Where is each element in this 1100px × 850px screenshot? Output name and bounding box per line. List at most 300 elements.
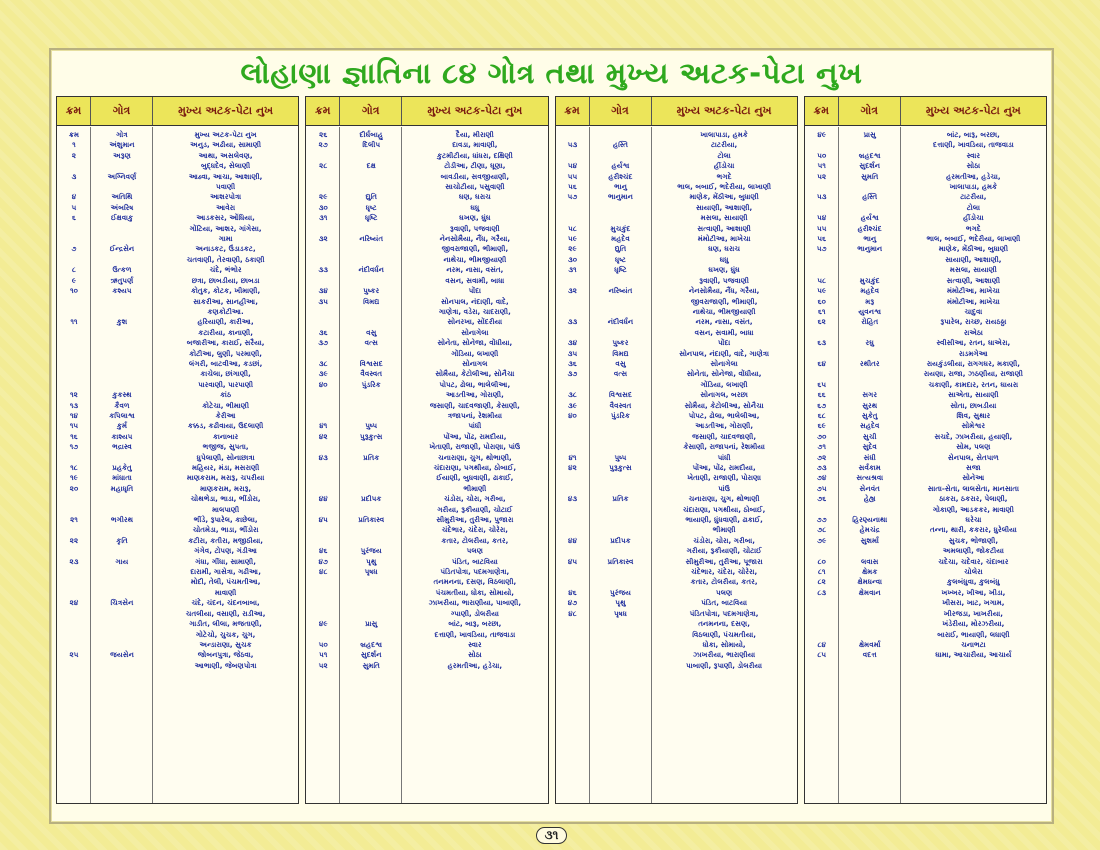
table-row xyxy=(306,234,547,244)
table-row xyxy=(57,276,298,286)
row-number xyxy=(306,525,340,535)
row-number xyxy=(556,650,590,660)
row-surnames: દાવડા, માવાણી, xyxy=(452,140,498,150)
table-row xyxy=(306,224,547,234)
row-gotra xyxy=(590,203,652,213)
row-surnames: ચંદારાણા, પગથીયા, ઠોબાઈ, xyxy=(433,463,517,472)
row-number xyxy=(57,661,91,671)
row-gotra: વિમદ્ય xyxy=(363,296,380,306)
table-row xyxy=(556,130,797,140)
row-gotra: પુરૂકુત્સ xyxy=(360,431,383,441)
table-header xyxy=(306,97,547,126)
table-row xyxy=(805,390,1046,400)
table-row xyxy=(805,338,1046,348)
table-row xyxy=(57,598,298,608)
row-surnames: જોબનપુત્રા, જેઠવા, xyxy=(197,650,254,660)
row-surnames: સાયાણી, આશાણી, xyxy=(945,254,1002,264)
row-gotra xyxy=(340,317,402,327)
table-row xyxy=(556,359,797,369)
row-surnames: ઘણ, ઘરાચ xyxy=(458,192,491,202)
table-row xyxy=(306,630,547,640)
row-gotra xyxy=(91,161,153,171)
row-surnames: અનુડ, અઢીયા, સામાણી xyxy=(190,140,262,150)
row-surnames: પાંધી xyxy=(468,421,482,431)
row-gotra xyxy=(590,505,652,515)
row-number: ૨ xyxy=(71,150,77,160)
row-gotra xyxy=(839,265,901,275)
table-row xyxy=(556,619,797,629)
row-gotra: પુષ્પ xyxy=(614,452,627,462)
row-surnames: ધુપેલાણી, સોનાછાત્રા xyxy=(196,452,255,462)
row-surnames: ચદેચા, ચદેવાર, ચંદાબાર xyxy=(938,556,1009,566)
row-number xyxy=(57,640,91,650)
table-row xyxy=(306,328,547,338)
row-gotra xyxy=(590,567,652,577)
row-surnames: ટાટરીયા, xyxy=(710,140,738,150)
row-gotra: ભાનુમાન xyxy=(857,244,883,254)
table-row xyxy=(805,453,1046,463)
table-row xyxy=(556,390,797,400)
row-surnames: કેસાણી, રાજાપનાં, રેશમીયા xyxy=(683,442,765,452)
table-row xyxy=(805,276,1046,286)
row-number: ૬૮ xyxy=(817,410,826,420)
row-number xyxy=(556,505,590,515)
row-surnames: ગરીયા, રૂકીયાણી, ચોટાઈ xyxy=(686,546,762,556)
table-panel-1 xyxy=(56,96,299,804)
table-row xyxy=(57,369,298,379)
row-number xyxy=(306,609,340,619)
row-surnames: હરિયાણી, કારીઆ, xyxy=(197,317,254,327)
row-surnames: ભીમાણી xyxy=(463,483,487,493)
row-surnames: ખાલાપાડા, હમકે xyxy=(949,182,998,192)
row-gotra xyxy=(839,369,901,379)
row-number xyxy=(306,598,340,608)
row-surnames: ભીમાણી xyxy=(712,525,736,535)
row-gotra xyxy=(590,630,652,640)
table-row xyxy=(57,453,298,463)
row-gotra xyxy=(91,234,153,244)
row-number: ૮૦ xyxy=(817,556,826,566)
row-surnames: માલપાણી xyxy=(212,504,240,514)
row-surnames: ઠાકરા, ઠકરાર, પેલાણી, xyxy=(939,494,1008,504)
row-gotra xyxy=(340,182,402,192)
table-row xyxy=(556,640,797,650)
row-surnames: મંમોટીઆ, માખેચા xyxy=(697,234,751,244)
row-number: ૨૯ xyxy=(319,192,328,202)
row-gotra xyxy=(91,661,153,671)
row-surnames: સોમૈયા, કેટોલીઆ, સોનૈચા xyxy=(684,400,764,410)
table-row xyxy=(306,505,547,515)
row-gotra xyxy=(340,484,402,494)
table-rows xyxy=(306,130,547,671)
row-gotra: માંધાતા xyxy=(112,473,132,483)
row-surnames: પારવાણી, પારપાણી xyxy=(198,379,254,389)
row-surnames: લંગરી, બાટવીઆ, કડછાં, xyxy=(188,358,263,368)
row-gotra xyxy=(91,380,153,390)
table-row xyxy=(306,525,547,535)
row-surnames: ગાણેત્રા, વડેરા, ચાદરાણી, xyxy=(438,306,511,316)
row-number: ૬૨ xyxy=(817,317,826,327)
row-gotra xyxy=(91,369,153,379)
row-surnames: મંમોટીઆ, માખેચા xyxy=(946,286,1000,296)
row-number xyxy=(57,567,91,577)
row-number: ૫૨ xyxy=(817,171,827,181)
table-header xyxy=(805,97,1046,126)
row-gotra xyxy=(340,505,402,515)
table-row xyxy=(556,213,797,223)
row-surnames: સુચક, ભોજાણી, xyxy=(948,535,999,545)
row-number: ૬૬ xyxy=(817,390,826,400)
table-row xyxy=(556,286,797,296)
row-gotra xyxy=(340,224,402,234)
row-gotra: પ્રદીપક xyxy=(361,494,382,504)
row-number: ક્રમ xyxy=(68,130,80,139)
row-surnames: સોનાગલ, બરછા xyxy=(700,390,748,400)
row-surnames: સાયાણી, આશાણી, xyxy=(695,202,753,212)
row-surnames: કતાર, ટોલરીયા, કતર, xyxy=(441,535,509,545)
row-surnames: ચંદે, ભંભોર xyxy=(209,265,242,275)
row-number: ૩૨ xyxy=(567,286,577,296)
row-number: ૫૯ xyxy=(817,286,827,296)
row-surnames: તનમનના, દસણ, xyxy=(698,619,750,629)
row-surnames: બાવડીયા, સવજીયાણી, xyxy=(440,171,510,181)
row-number xyxy=(556,432,590,442)
table-row xyxy=(57,244,298,254)
row-surnames: સોનપાલ, નંદાણી, વાદે, xyxy=(441,296,509,306)
row-number: ૧૯ xyxy=(70,473,78,483)
row-gotra xyxy=(839,619,901,629)
row-gotra: હિરણ્યનાથા xyxy=(852,515,888,525)
table-row xyxy=(556,421,797,431)
row-gotra xyxy=(839,140,901,150)
row-number: ૧૭ xyxy=(69,442,79,452)
row-surnames: ટોલા xyxy=(717,150,731,160)
row-gotra: ભગીરથ xyxy=(110,515,134,525)
row-surnames: ધોકા, સોમાયો, xyxy=(702,639,746,649)
row-number: ૮ xyxy=(72,265,76,275)
table-row xyxy=(306,192,547,202)
row-gotra xyxy=(91,224,153,234)
row-surnames: ચંડોરા, ચોરા, ગરીબા, xyxy=(444,494,506,504)
row-surnames: કટીરા, કતીરા, મજીઠીયા, xyxy=(188,535,264,545)
row-surnames: સ્વાર xyxy=(468,639,482,649)
table-row xyxy=(306,380,547,390)
table-row xyxy=(57,317,298,327)
row-surnames: પોપટ, ઢોલા, ભાલેલીઆ, xyxy=(688,410,760,420)
table-row xyxy=(57,463,298,473)
row-surnames: પંડિતપોત્રા, પદમગાણેત્રા, xyxy=(440,567,510,577)
row-number xyxy=(556,203,590,213)
table-row xyxy=(805,463,1046,473)
row-number: ૮૫ xyxy=(817,650,827,660)
row-surnames: દત્તાણી, ખાવડિયા, તાજવાડા xyxy=(933,140,1014,150)
row-number xyxy=(57,505,91,515)
table-row xyxy=(306,640,547,650)
table-row xyxy=(805,161,1046,171)
row-gotra: ચિત્રસેન xyxy=(110,598,134,608)
row-surnames: નેનસોમૈયા, નૈંધ, ગરૈયા, xyxy=(439,234,511,244)
row-surnames: ચોથભેડા, ભાડા, ભીંડોરા, xyxy=(190,494,261,504)
table-row xyxy=(306,619,547,629)
row-number: ૫૫ xyxy=(567,171,578,181)
header-gotra: ગોત્ર xyxy=(91,97,153,125)
row-gotra: હેમચંદ્ર xyxy=(859,525,880,535)
row-number xyxy=(306,473,340,483)
table-row xyxy=(556,161,797,171)
row-number xyxy=(306,401,340,411)
table-row xyxy=(805,213,1046,223)
table-row xyxy=(57,224,298,234)
row-number xyxy=(556,484,590,494)
row-gotra: ગોત્ર xyxy=(116,130,128,139)
row-gotra xyxy=(340,411,402,421)
row-number: ૧૧ xyxy=(70,317,78,327)
row-gotra: પ્રાસુ xyxy=(365,619,378,629)
row-surnames: સચદે, ઝાખરીયા, હયાણી, xyxy=(934,431,1013,441)
row-gotra: સહદેવ xyxy=(860,421,880,431)
row-surnames: બારાઈ, ભાયાણી, લધાણી xyxy=(937,629,1010,639)
row-gotra xyxy=(590,619,652,629)
table-row xyxy=(57,588,298,598)
row-gotra: પૃથુ xyxy=(366,556,377,566)
row-number xyxy=(306,442,340,452)
row-surnames: સોમેશ્વર xyxy=(961,421,986,431)
row-number: ૫૬ xyxy=(817,234,827,244)
table-row xyxy=(805,130,1046,140)
row-surnames: ગામા xyxy=(218,234,233,244)
row-number xyxy=(57,380,91,390)
row-number xyxy=(556,619,590,629)
row-number: ૫૭ xyxy=(567,192,578,202)
row-gotra xyxy=(839,630,901,640)
table-row xyxy=(306,307,547,317)
row-surnames: સત્વાણી, આશાણી xyxy=(946,275,1001,285)
row-number xyxy=(57,546,91,556)
row-surnames: વિઠલાણી, પંચમતીયા, xyxy=(692,629,756,639)
table-row xyxy=(306,130,547,140)
table-row xyxy=(805,297,1046,307)
row-gotra: સગર xyxy=(862,390,878,400)
table-row xyxy=(556,546,797,556)
row-number xyxy=(556,130,590,140)
row-gotra xyxy=(91,630,153,640)
row-gotra: અંબરિષ xyxy=(110,202,134,212)
row-number xyxy=(556,546,590,556)
row-number: ૩૬ xyxy=(568,358,577,368)
row-number: ૬૪ xyxy=(817,358,826,368)
row-gotra: મહાધૃતિ xyxy=(110,483,134,493)
table-row xyxy=(57,203,298,213)
table-row xyxy=(57,130,298,140)
row-number xyxy=(556,515,590,525)
table-row xyxy=(556,473,797,483)
table-row xyxy=(556,630,797,640)
row-surnames: માણેક, મેંઠીઆ, બુધાણી xyxy=(938,244,1009,254)
table-row xyxy=(805,536,1046,546)
row-surnames: મોદી, તેલી, પંચમતીઆ, xyxy=(190,577,261,587)
row-surnames: ચંદે, ચંદન, ચંદનબાબા, xyxy=(191,598,260,608)
row-gotra xyxy=(340,401,402,411)
row-number xyxy=(57,328,91,338)
table-row xyxy=(306,151,547,161)
table-row xyxy=(556,182,797,192)
row-gotra: પૃષધ xyxy=(614,608,627,618)
row-number: ૬૯ xyxy=(817,421,826,431)
row-surnames: કાચેલા, છાંગાણી, xyxy=(200,369,251,379)
header-gotra: ગોત્ર xyxy=(839,97,901,125)
row-gotra xyxy=(340,442,402,452)
table-row xyxy=(57,442,298,452)
row-gotra xyxy=(590,525,652,535)
row-number: ૬૫ xyxy=(817,379,827,389)
row-gotra: સુરથ xyxy=(862,400,878,410)
row-number xyxy=(805,609,839,619)
row-gotra: વૈવસ્વત xyxy=(609,400,632,410)
table-panel-4 xyxy=(804,96,1047,804)
table-row xyxy=(306,297,547,307)
row-number xyxy=(57,359,91,369)
table-row xyxy=(556,411,797,421)
row-gotra: રથીતર xyxy=(859,358,880,368)
row-gotra xyxy=(590,515,652,525)
table-row xyxy=(57,401,298,411)
row-surnames: બાંટ, બારૂ, બરછા, xyxy=(946,130,1000,139)
row-surnames: ગરીયા, રૂકીયાણી, ચોટાઈ xyxy=(437,504,513,514)
row-surnames: કેરીઆ xyxy=(215,410,236,420)
row-number: ૭૦ xyxy=(817,431,827,441)
row-gotra xyxy=(590,297,652,307)
row-gotra xyxy=(91,359,153,369)
row-gotra xyxy=(839,255,901,265)
row-gotra: પ્રહકેતુ xyxy=(112,463,132,472)
table-row xyxy=(57,380,298,390)
table-row xyxy=(805,328,1046,338)
table-row xyxy=(556,453,797,463)
row-number xyxy=(57,588,91,598)
row-number: ૩૭ xyxy=(567,369,578,379)
row-number: ૪૧ xyxy=(319,421,328,431)
row-number: ૧૫ xyxy=(69,421,79,431)
row-gotra: પુષ્કર xyxy=(612,338,629,348)
table-row xyxy=(306,661,547,671)
table-row xyxy=(805,557,1046,567)
row-number xyxy=(57,255,91,265)
row-number xyxy=(306,588,340,598)
table-row xyxy=(57,161,298,171)
row-number: ૮૩ xyxy=(817,587,827,597)
row-number xyxy=(556,421,590,431)
row-number: ૫૦ xyxy=(817,150,827,160)
row-surnames: અન્ડારાણા, સુચક xyxy=(199,639,252,649)
row-number: ૪૧ xyxy=(568,452,577,462)
row-gotra: હસ્તિ xyxy=(862,192,878,202)
row-surnames: ખેતાણી, રાજાણી, પોરાણા xyxy=(687,473,762,483)
header-num: ક્રમ xyxy=(805,97,839,125)
row-gotra: વસુ xyxy=(366,327,377,337)
row-number xyxy=(57,307,91,317)
row-number xyxy=(57,297,91,307)
row-surnames: ટોલા xyxy=(966,202,980,212)
row-surnames: આથા, અસલેવણ, xyxy=(198,150,253,160)
row-surnames: આવેરા xyxy=(216,202,236,212)
table-row xyxy=(556,463,797,473)
table-row xyxy=(805,172,1046,182)
table-row xyxy=(57,338,298,348)
table-row xyxy=(805,484,1046,494)
row-gotra: અગ્નિવર્ણ xyxy=(107,171,137,181)
row-gotra: વૈવસ્વત xyxy=(360,369,383,379)
table-row xyxy=(556,557,797,567)
row-number: ૩૩ xyxy=(318,265,329,275)
row-surnames: ચંડોરા, ચોરા, ગરીબા, xyxy=(693,535,755,545)
row-gotra xyxy=(91,577,153,587)
table-row xyxy=(57,172,298,182)
row-number xyxy=(306,317,340,327)
row-surnames: ઘરેચા xyxy=(965,515,982,525)
row-surnames: કુલબંધુવા, કુલબંધુ xyxy=(947,577,1000,587)
table-panel-3 xyxy=(555,96,798,804)
table-row xyxy=(306,567,547,577)
row-surnames: બજારીઆ, કારાઈ, સરૈયા, xyxy=(186,338,265,348)
row-gotra: ક્ષેમક xyxy=(862,567,878,577)
row-surnames: તન્ના, થારી, કકરાર, ધુરેલીયા xyxy=(930,525,1017,535)
row-gotra: રઘુ xyxy=(865,338,874,348)
row-number: ૧ xyxy=(72,140,76,150)
row-gotra: પુરંજય xyxy=(609,587,632,597)
table-row xyxy=(556,525,797,535)
row-number: ૫૮ xyxy=(817,275,827,285)
row-gotra: વિમદ્ય xyxy=(612,348,629,358)
row-surnames: મસલા, સાયાણી xyxy=(700,213,748,223)
row-gotra xyxy=(590,328,652,338)
row-number: ૭૩ xyxy=(816,463,827,472)
row-surnames: ખેતાણી, રાજાણી, પોરાણા, પાંઉ xyxy=(429,442,521,452)
row-number xyxy=(306,577,340,587)
row-gotra xyxy=(590,650,652,660)
row-surnames: સજા xyxy=(966,463,981,472)
row-number: ૩ xyxy=(71,171,77,181)
row-surnames: ખીરજડા, ખાખરીયા, xyxy=(943,608,1003,618)
table-row xyxy=(805,380,1046,390)
row-number: ૬૩ xyxy=(817,338,827,348)
row-surnames: ટોડીઆ, ટીણા, ઘૂણા, xyxy=(444,161,506,171)
row-surnames: કાનાબાર xyxy=(213,431,239,441)
header-surnames: મુખ્ય અટક-પેટા નુખ xyxy=(427,104,523,117)
row-surnames: કોટીઆ, લુણી, પરમાણી, xyxy=(189,348,262,358)
table-row xyxy=(805,505,1046,515)
row-number: ૭૬ xyxy=(817,494,827,504)
row-surnames: પલણ xyxy=(466,546,484,556)
table-row xyxy=(306,203,547,213)
row-number: ૩૯ xyxy=(318,369,328,379)
row-gotra: ભદ્રાસ્વ xyxy=(112,442,132,452)
table-row xyxy=(805,588,1046,598)
row-gotra: પ્રાસુ xyxy=(863,130,876,139)
row-gotra: મરૂ xyxy=(865,296,875,306)
row-number: ૪૫ xyxy=(567,556,578,566)
row-number: ૪૨ xyxy=(318,431,328,441)
table-row xyxy=(306,515,547,525)
row-gotra: સર્વકામ xyxy=(858,463,881,472)
row-number: ૫૪ xyxy=(567,161,578,171)
table-row xyxy=(57,650,298,660)
row-surnames: પંડિત, બાટવિયા xyxy=(701,598,747,608)
table-row xyxy=(57,630,298,640)
row-gotra: પુષ્કર xyxy=(363,286,380,296)
row-surnames: અમલાણી, જોકટીયા xyxy=(942,546,1004,556)
row-gotra xyxy=(91,494,153,504)
row-number xyxy=(805,328,839,338)
